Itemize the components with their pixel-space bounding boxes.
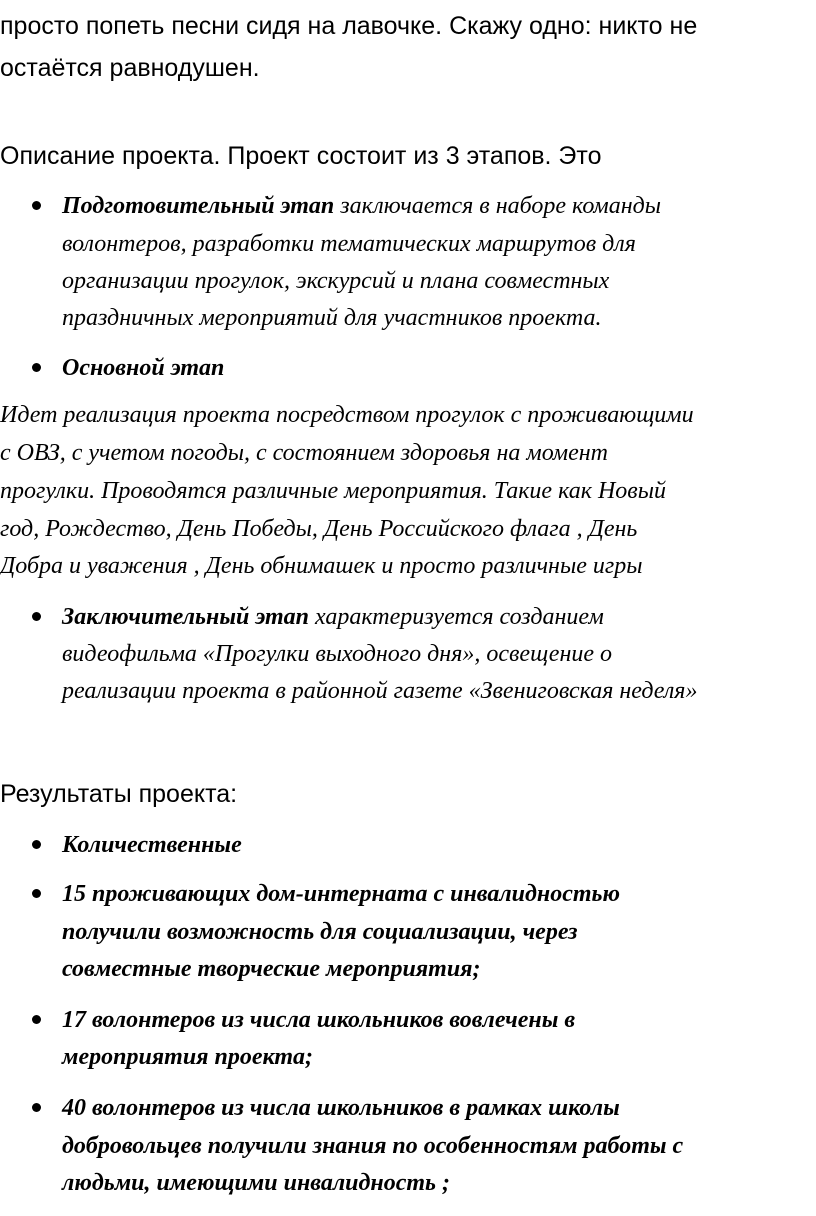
stage1-line-1	[62, 188, 661, 224]
stage2-para-line-3: прогулки. Проводятся различные мероприятия. Такие как Новый	[0, 478, 666, 504]
stage3-line-2: видеофильма «Прогулки выходного дня», освещение о	[62, 641, 612, 667]
result-item-line: Количественные	[62, 832, 242, 858]
stage1-text: заключается в наборе команды	[334, 193, 662, 219]
bullet-icon	[32, 840, 41, 849]
stage3-title: Заключительный этап	[62, 604, 309, 630]
result-item-line: 15 проживающих дом-интерната с инвалидностью	[62, 881, 621, 907]
result-item-line: мероприятия проекта;	[62, 1044, 314, 1070]
bullet-icon	[32, 201, 41, 210]
stage1-title: Подготовительный этап	[62, 193, 335, 219]
stage2-para-line-4: год, Рождество, День Победы, День Российского флага , День	[0, 516, 638, 542]
stage1-line-2: волонтеров, разработки тематических маршрутов для	[62, 231, 636, 257]
stage2-para-line-1: Идет реализация проекта посредством прогулок с проживающими	[0, 402, 694, 428]
result-item-line: 17 волонтеров из числа школьников вовлечены в	[62, 1007, 576, 1033]
bullet-icon	[32, 612, 41, 621]
stage1-line-3: организации прогулок, экскурсий и плана совместных	[62, 268, 610, 294]
stage2-title: Основной этап	[62, 355, 225, 381]
intro-line-2: остаётся равнодушен.	[0, 54, 260, 82]
result-item-line: людьми, имеющими инвалидность ;	[62, 1170, 450, 1196]
result-item-line: 40 волонтеров из числа школьников в рамках школы	[62, 1095, 620, 1121]
stage2-para-line-2: с ОВЗ, с учетом погоды, с состоянием здоровья на момент	[0, 440, 608, 466]
results-heading: Результаты проекта:	[0, 780, 238, 808]
stage2-para-line-5: Добра и уважения , День обнимашек и просто различные игры	[0, 553, 643, 579]
description-heading: Описание проекта. Проект состоит из 3 этапов. Это	[0, 142, 602, 170]
result-item-line: совместные творческие мероприятия;	[62, 956, 481, 982]
stage3-line-3: реализации проекта в районной газете «Звениговская неделя»	[62, 678, 698, 704]
bullet-icon	[32, 1103, 41, 1112]
stage3-text: характеризуется созданием	[309, 604, 604, 630]
result-item-line: получили возможность для социализации, через	[62, 919, 578, 945]
bullet-icon	[32, 889, 41, 898]
bullet-icon	[32, 1015, 41, 1024]
stage1-line-4: праздничных мероприятий для участников проекта.	[62, 305, 602, 331]
stage3-line-1	[62, 599, 604, 635]
result-item-line: добровольцев получили знания по особенностям работы с	[62, 1133, 684, 1159]
bullet-icon	[32, 363, 41, 372]
intro-line-1: просто попеть песни сидя на лавочке. Скажу одно: никто не	[0, 12, 698, 40]
